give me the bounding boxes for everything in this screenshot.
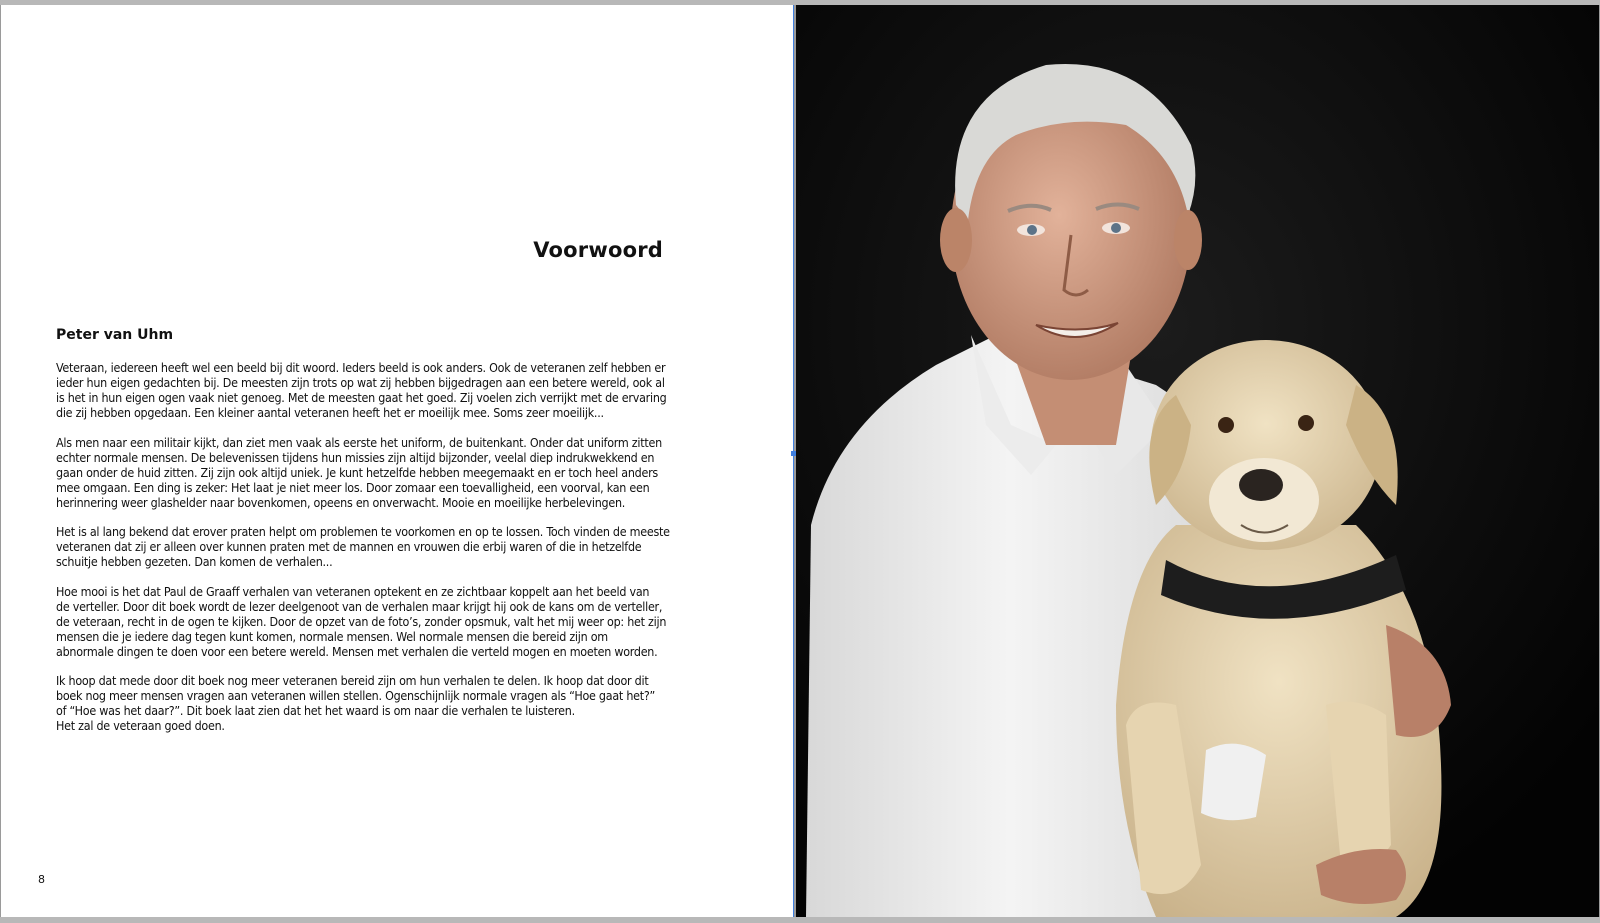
paragraph: Hoe mooi is het dat Paul de Graaff verhalen van veteranen optekent en ze zichtbaar koppelt aan het beeld van de verteller. Door dit boek wordt de lezer deelgenoot van de verhalen maar krijgt hij ook de kans om de verteller, de veteraan, recht in de ogen te kijken. Door de opzet van de foto’s, zonder opsmuk, valt het mij weer op: het zijn mensen die je iedere dag tegen kunt komen, normale mensen. Wel normale mensen die bereid zijn om abnormale dingen te doen voor een betere wereld. Mensen met verhalen die verteld mogen en moeten worden. [56,583,667,659]
spine-guide [793,5,794,917]
page-title: Voorwoord [533,238,663,262]
paragraph: Als men naar een militair kijkt, dan ziet men vaak als eerste het uniform, de buitenkant. Onder dat uniform zitten echter normale mensen. De belevenissen tijdens hun missies zijn altijd bijzonder, veelal diep indrukwekkend en gaan onder de huid zitten. Zij zijn ook altijd uniek. Je kunt hetzelfde hebben meegemaakt en er toch heel anders mee omgaan. Een ding is zeker: Het laat je niet meer los. Door zomaar een toevalligheid, een voorval, kan een herinnering weer glashelder naar bovenkomen, opeens en onverwacht. Mooie en moeilijke herbelevingen. [56,434,662,510]
body-text [56,360,696,748]
left-page [1,5,793,917]
paragraph: Veteraan, iedereen heeft wel een beeld bij dit woord. Ieders beeld is ook anders. Ook de veteranen zelf hebben er ieder hun eigen gedachten bij. De meesten zijn trots op wat zij hebben bijgedragen aan een betere wereld, ook al is het in hun eigen ogen vaak niet genoeg. Met de meesten gaat het goed. Zij voelen zich verrijkt met de ervaring die zij hebben opgedaan. Een kleiner aantal veteranen heeft het er moeilijk mee. Soms zeer moeilijk... [56,360,667,420]
book-spread [0,5,1600,917]
paragraph: Ik hoop dat mede door dit boek nog meer veteranen bereid zijn om hun verhalen te delen. Ik hoop dat door dit boek nog meer mensen vragen aan veteranen willen stellen. Ogenschijnlijk normale vragen als “Hoe gaat het?” of “Hoe was het daar?”. Dit boek laat zien dat het het waard is om naar die verhalen te luisteren. Het zal de veteraan goed doen. [56,673,656,733]
paragraph: Het is al lang bekend dat erover praten helpt om problemen te voorkomen en op te lossen. Toch vinden de meeste veteranen dat zij er alleen over kunnen praten met de mannen en vrouwen die erbij waren of die in hetzelfde schuitje hebben gezeten. Dan komen de verhalen... [56,524,670,569]
portrait-image [796,5,1599,917]
portrait-photo [796,5,1599,917]
page-number: 8 [38,873,45,886]
author-name: Peter van Uhm [56,327,174,343]
